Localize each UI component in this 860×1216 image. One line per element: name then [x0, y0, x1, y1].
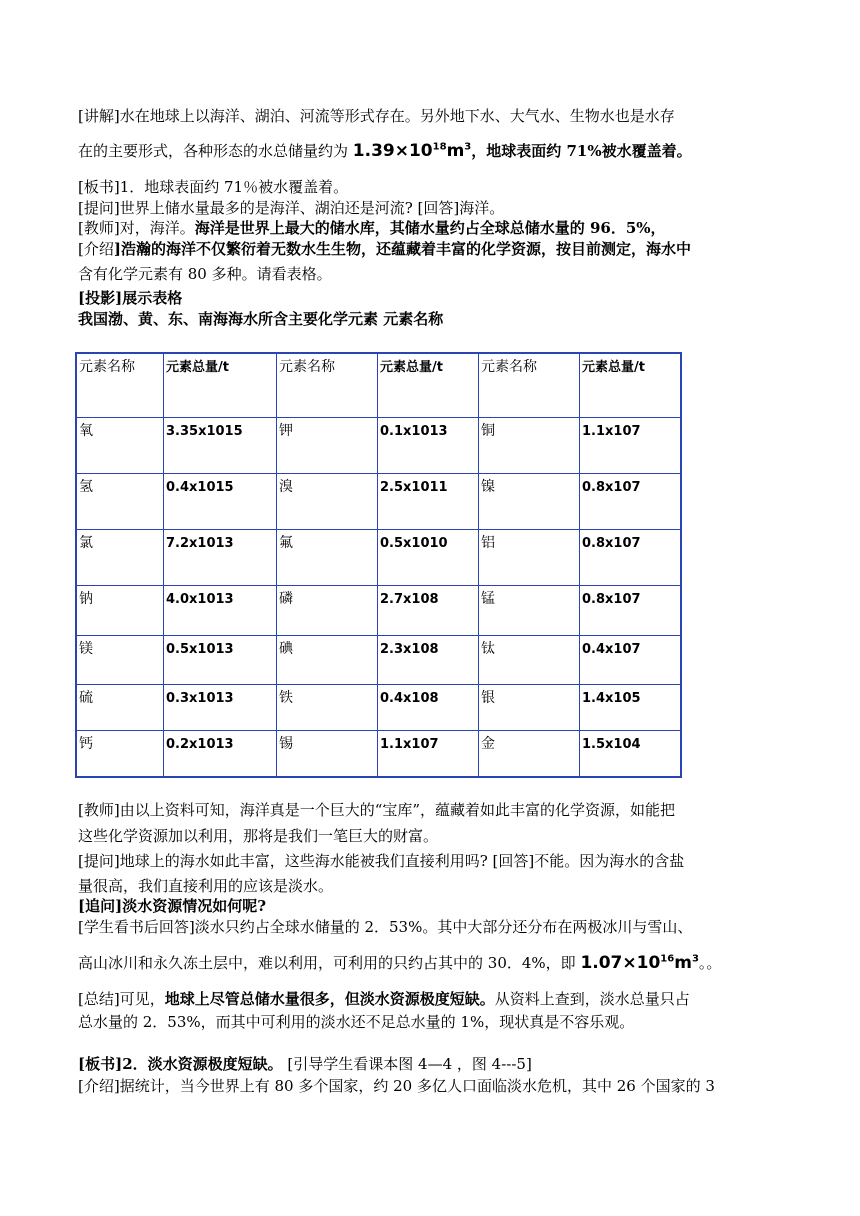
header-cell: 元素总量/t	[164, 353, 277, 417]
table-row	[76, 473, 681, 529]
intro-line-3: [介绍]据统计，当今世界上有 80 多个国家，约 20 多亿人口面临淡水危机，其中 26 个国家的 3	[78, 1077, 715, 1095]
lecture-text-1: [讲解]水在地球上以海洋、湖泊、河流等形式存在。另外地下水、大气水、生物水也是水存	[78, 107, 675, 125]
freshwater-usable-value: $1.07\times 10^{16}m^3$	[580, 953, 699, 973]
table-row	[76, 417, 681, 473]
table-cell: 铝	[479, 529, 580, 585]
table-title: 我国渤、黄、东、南海海水所含主要化学元素 元素名称	[78, 310, 444, 328]
table-cell: 氟	[277, 529, 378, 585]
teacher-line-2a: [教师]由以上资料可知，海洋真是一个巨大的“宝库”，蕴藏着如此丰富的化学资源，如能把	[78, 801, 676, 819]
table-row	[76, 635, 681, 684]
header-cell: 元素总量/t	[580, 353, 682, 417]
paragraph-lecture-line1	[78, 106, 675, 126]
summary-line-1: [总结]可见，地球上尽管总储水量很多，但淡水资源极度短缺。从资料上查到，淡水总量只占	[78, 990, 690, 1008]
question-2a: [提问]地球上的海水如此丰富，这些海水能被我们直接利用吗? [回答]不能。因为海水的含盐	[78, 852, 685, 870]
table-row	[76, 684, 681, 730]
table-cell: 铜	[479, 417, 580, 473]
table-cell: 铁	[277, 684, 378, 730]
table-cell: 1.1x107	[378, 730, 479, 777]
header-cell: 元素总量/t	[378, 353, 479, 417]
header-cell: 元素名称	[479, 353, 580, 417]
header-cell: 元素名称	[76, 353, 164, 417]
table-row	[76, 585, 681, 635]
teacher-line-1: [教师]对，海洋。海洋是世界上最大的储水库，其储水量约占全球总储水量的 96．5%，	[78, 219, 666, 237]
table-cell: 1.5x104	[580, 730, 682, 777]
projection-note: [投影]展示表格	[78, 289, 183, 307]
question-1: [提问]世界上储水量最多的是海洋、湖泊还是河流? [回答]海洋。	[78, 199, 505, 217]
board-note-1: [板书]1．地球表面约 71％被水覆盖着。	[78, 178, 349, 196]
table-cell: 7.2x1013	[164, 529, 277, 585]
table-row	[76, 529, 681, 585]
paragraph-lecture-line2	[78, 141, 692, 161]
table-cell: 0.3x1013	[164, 684, 277, 730]
table-cell: 2.7x108	[378, 585, 479, 635]
intro-line-1: [介绍]浩瀚的海洋不仅繁衍着无数水生生物，还蕴藏着丰富的化学资源，按目前测定，海水中	[78, 240, 691, 258]
table-cell: 0.1x1013	[378, 417, 479, 473]
student-answer-a: [学生看书后回答]淡水只约占全球水储量的 2．53%。其中大部分还分布在两极冰川与雪山、	[78, 918, 693, 936]
question-2b: 量很高，我们直接利用的应该是淡水。	[78, 877, 334, 895]
header-cell: 元素名称	[277, 353, 378, 417]
board-note-2: [板书]2．淡水资源极度短缺。 [引导学生看课本图 4—4 ，图 4---5]	[78, 1055, 532, 1073]
table-cell: 锡	[277, 730, 378, 777]
water-total-value: $1.39\times 10^{18}m^3$	[352, 141, 472, 161]
table-cell: 磷	[277, 585, 378, 635]
table-cell: 0.8x107	[580, 473, 682, 529]
table-cell: 钙	[76, 730, 164, 777]
table-cell: 0.5x1010	[378, 529, 479, 585]
table-cell: 钛	[479, 635, 580, 684]
table-cell: 硫	[76, 684, 164, 730]
table-cell: 0.8x107	[580, 529, 682, 585]
table-cell: 钠	[76, 585, 164, 635]
table-cell: 溴	[277, 473, 378, 529]
table-cell: 1.4x105	[580, 684, 682, 730]
table-cell: 2.5x1011	[378, 473, 479, 529]
table-cell: 0.8x107	[580, 585, 682, 635]
table-cell: 氯	[76, 529, 164, 585]
student-answer-b: 高山冰川和永久冻土层中，难以利用，可利用的只约占其中的 30．4%，即 $1.07\times 10^{16}m^3$。。	[78, 953, 722, 973]
table-cell: 3.35x1015	[164, 417, 277, 473]
lecture-text-tail: ，地球表面约 71%被水覆盖着。	[471, 142, 692, 160]
table-cell: 4.0x1013	[164, 585, 277, 635]
intro-line-2: 含有化学元素有 80 多种。请看表格。	[78, 265, 332, 283]
table-cell: 银	[479, 684, 580, 730]
table-cell: 镍	[479, 473, 580, 529]
table-cell: 0.5x1013	[164, 635, 277, 684]
table-cell: 0.2x1013	[164, 730, 277, 777]
table-cell: 锰	[479, 585, 580, 635]
table-row	[76, 730, 681, 777]
element-table	[75, 352, 682, 778]
table-header-row	[76, 353, 681, 417]
table-cell: 镁	[76, 635, 164, 684]
table-cell: 氢	[76, 473, 164, 529]
lecture-text-2: 在的主要形式，各种形态的水总储量约为	[78, 142, 353, 160]
table-cell: 氧	[76, 417, 164, 473]
table-cell: 2.3x108	[378, 635, 479, 684]
table-cell: 钾	[277, 417, 378, 473]
table-cell: 0.4x107	[580, 635, 682, 684]
follow-up-question: [追问]淡水资源情况如何呢?	[78, 897, 266, 915]
table-cell: 金	[479, 730, 580, 777]
table-cell: 0.4x108	[378, 684, 479, 730]
summary-line-2: 总水量的 2．53%，而其中可利用的淡水还不足总水量的 1%，现状真是不容乐观。	[78, 1013, 635, 1031]
table-cell: 碘	[277, 635, 378, 684]
table-cell: 1.1x107	[580, 417, 682, 473]
table-cell: 0.4x1015	[164, 473, 277, 529]
teacher-line-2b: 这些化学资源加以利用，那将是我们一笔巨大的财富。	[78, 827, 439, 845]
